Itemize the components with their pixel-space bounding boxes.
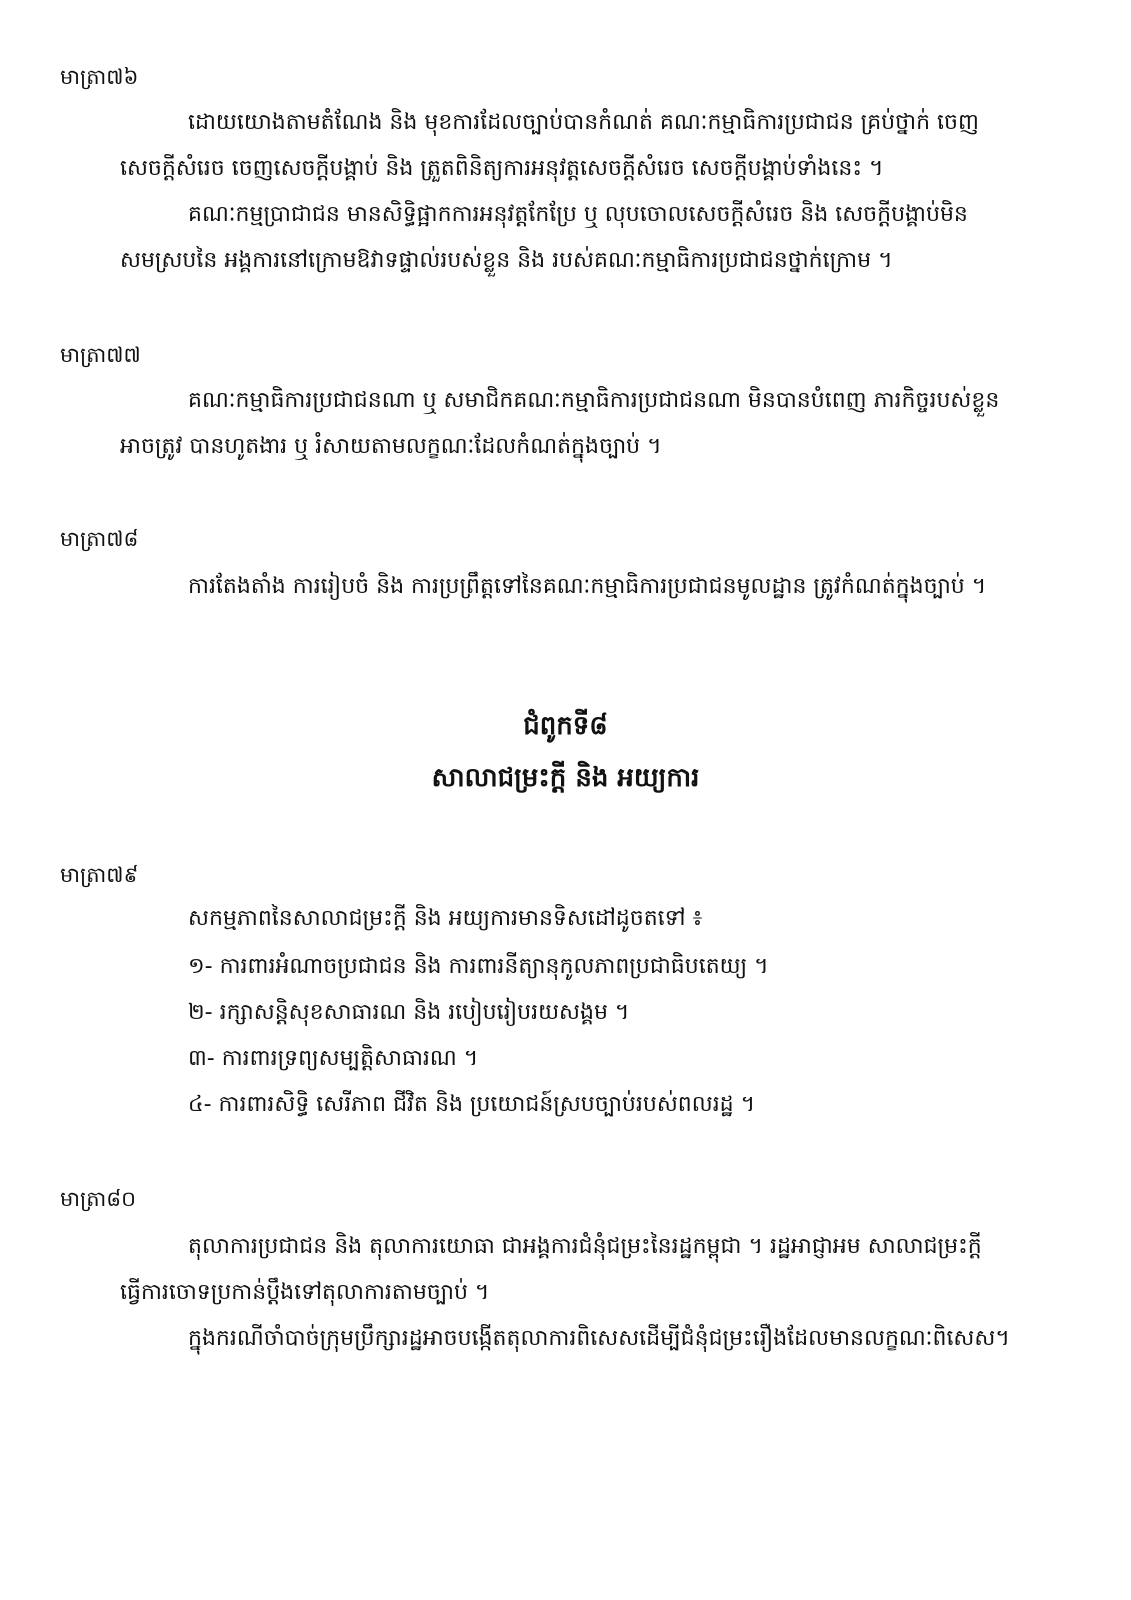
article-80-para-1-line-2: ធ្វើការចោទប្រកាន់ប្តឹងទៅតុលាការតាមច្បាប់ ។ <box>120 1280 490 1305</box>
article-79-intro: សកម្មភាពនៃសាលាជម្រះក្តី និង អយ្យការមានទិសដៅដូចតទៅ ៖ <box>188 906 703 931</box>
article-76-para-1-line-1: ដោយយោងតាមតំណែង និង មុខការដែលច្បាប់បានកំណត់ គណៈកម្មាធិការប្រជាជន គ្រប់ថ្នាក់ ចេញ <box>188 110 979 135</box>
chapter-title: សាលាជម្រះក្តី និង អយ្យការ <box>431 763 700 793</box>
article-79-heading: មាត្រា៧៩ <box>60 863 139 887</box>
article-76-para-2-line-2: សមស្របនៃ អង្គការនៅក្រោមឱវាទផ្ទាល់របស់ខ្លួន និង របស់គណៈកម្មាធិការប្រជាជនថ្នាក់ក្រោម ។ <box>120 248 893 273</box>
article-80-heading: មាត្រា៨០ <box>60 1187 136 1211</box>
article-80-para-2-line-1: ក្នុងករណីចាំបាច់ក្រុមប្រឹក្សារដ្ឋអាចបង្កើតតុលាការពិសេសដើម្បីជំនុំជម្រះរឿងដែលមានលក្ខណៈពិសេស។ <box>188 1326 1010 1351</box>
article-76-para-2-line-1: គណៈកម្មប្រាជាជន មានសិទ្ធិផ្អាកការអនុវត្តកែប្រែ ឬ លុបចោលសេចក្តីសំរេច និង សេចក្តីបង្គាប់មិន <box>188 202 968 227</box>
article-77-para-1-line-2: អាចត្រូវ បានហូតងារ ឬ រំសាយតាមលក្ខណៈដែលកំណត់ក្នុងច្បាប់ ។ <box>120 434 662 459</box>
article-79-item-4: ៤- ការពារសិទ្ធិ សេរីភាព ជីវិត និង ប្រយោជន៍ស្របច្បាប់របស់ពលរដ្ឋ ។ <box>188 1092 756 1117</box>
article-76-para-1-line-2: សេចក្តីសំរេច ចេញសេចក្តីបង្គាប់ និង ត្រួតពិនិត្យការអនុវត្តសេចក្តីសំរេច សេចក្តីបង្គាប់ទាំងនេះ ។ <box>120 156 884 181</box>
article-78-heading: មាត្រា៧៨ <box>60 527 139 551</box>
article-79-item-3: ៣- ការពារទ្រព្យសម្បត្តិសាធារណ ។ <box>188 1046 479 1071</box>
article-79-item-2: ២- រក្សាសន្តិសុខសាធារណ និង របៀបរៀបរយសង្គម ។ <box>188 1000 630 1025</box>
article-79-item-1: ១- ការពារអំណាចប្រជាជន និង ការពារនីត្យានុកូលភាពប្រជាធិបតេយ្យ ។ <box>188 954 769 979</box>
chapter-number: ជំពូកទី៨ <box>523 711 608 741</box>
article-78-para-1-line-1: ការតែងតាំង ការរៀបចំ និង ការប្រព្រឹត្តទៅនៃគណៈកម្មាធិការប្រជាជនមូលដ្ឋាន ត្រូវកំណត់ក្នុងច្បាប់ ។ <box>188 574 987 599</box>
article-76-heading: មាត្រា៧៦ <box>60 65 139 89</box>
article-77-para-1-line-1: គណៈកម្មាធិការប្រជាជនណា ឬ សមាជិកគណៈកម្មាធិការប្រជាជនណា មិនបានបំពេញ ភារកិច្ចរបស់ខ្លួន <box>188 388 1000 413</box>
article-77-heading: មាត្រា៧៧ <box>60 343 141 367</box>
article-80-para-1-line-1: តុលាការប្រជាជន និង តុលាការយោធា ជាអង្គការជំនុំជម្រះនៃរដ្ឋកម្ពុជា ។ រដ្ឋអាជ្ញាអម សាលាជម្រះក្តី <box>188 1234 982 1259</box>
